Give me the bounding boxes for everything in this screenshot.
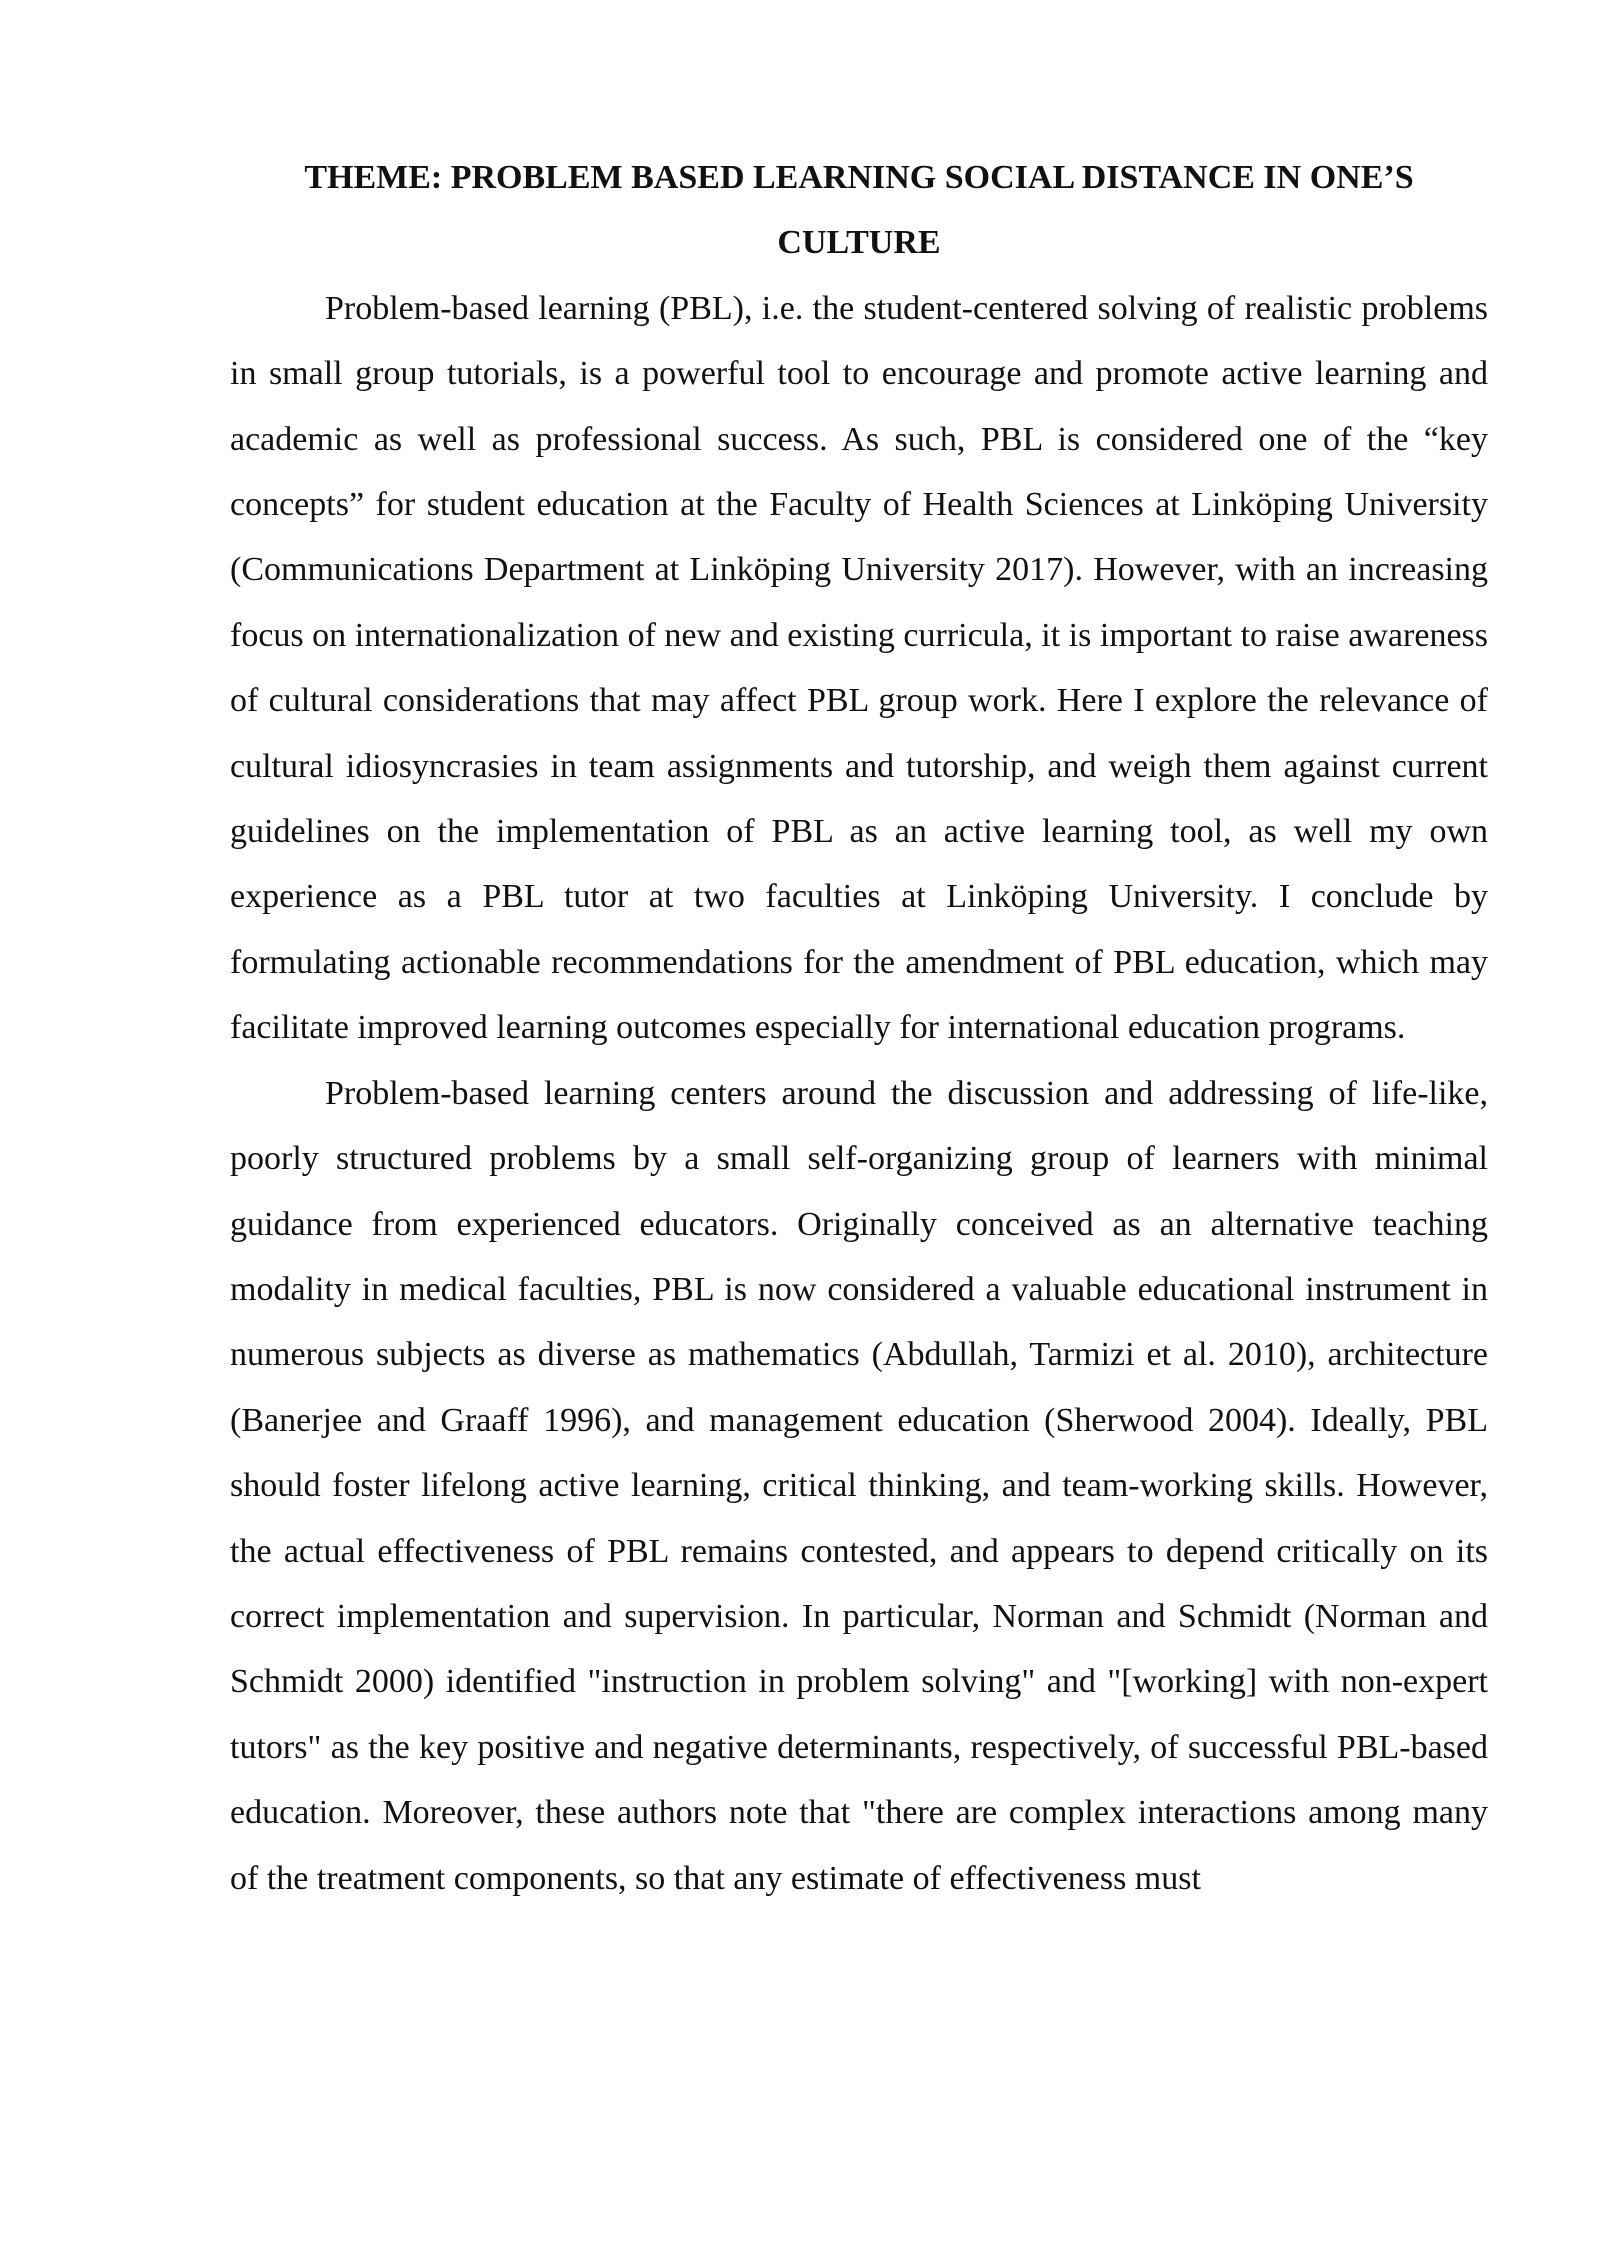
document-body	[230, 145, 1488, 1911]
document-title: THEME: PROBLEM BASED LEARNING SOCIAL DISTANCE IN ONE’S CULTURE	[304, 159, 1414, 262]
paragraph-1: Problem-based learning (PBL), i.e. the student-centered solving of realistic problems in small group tutorials, is a powerful tool to encourage and promote active learning and academic as well as professional success. As such, PBL is considered one of the “key concepts” for student education at the Faculty of Health Sciences at Linköping University (Communications Department at Linköping University 2017). However, with an increasing focus on internationalization of new and existing curricula, it is important to raise awareness of cultural considerations that may affect PBL group work. Here I explore the relevance of cultural idiosyncrasies in team assignments and tutorship, and weigh them against current guidelines on the implementation of PBL as an active learning tool, as well my own experience as a PBL tutor at two faculties at Linköping University. I conclude by formulating actionable recommendations for the amendment of PBL education, which may facilitate improved learning outcomes especially for international education programs.	[230, 289, 1488, 1047]
paragraph-2: Problem-based learning centers around the discussion and addressing of life-like, poorly structured problems by a small self-organizing group of learners with minimal guidance from experienced educators. Originally conceived as an alternative teaching modality in medical faculties, PBL is now considered a valuable educational instrument in numerous subjects as diverse as mathematics (Abdullah, Tarmizi et al. 2010), architecture (Banerjee and Graaff 1996), and management education (Sherwood 2004). Ideally, PBL should foster lifelong active learning, critical thinking, and team-working skills. However, the actual effectiveness of PBL remains contested, and appears to depend critically on its correct implementation and supervision. In particular, Norman and Schmidt (Norman and Schmidt 2000) identified "instruction in problem solving" and "[working] with non-expert tutors" as the key positive and negative determinants, respectively, of successful PBL-based education. Moreover, these authors note that "there are complex interactions among many of the treatment components, so that any estimate of effectiveness must	[230, 1074, 1488, 1897]
